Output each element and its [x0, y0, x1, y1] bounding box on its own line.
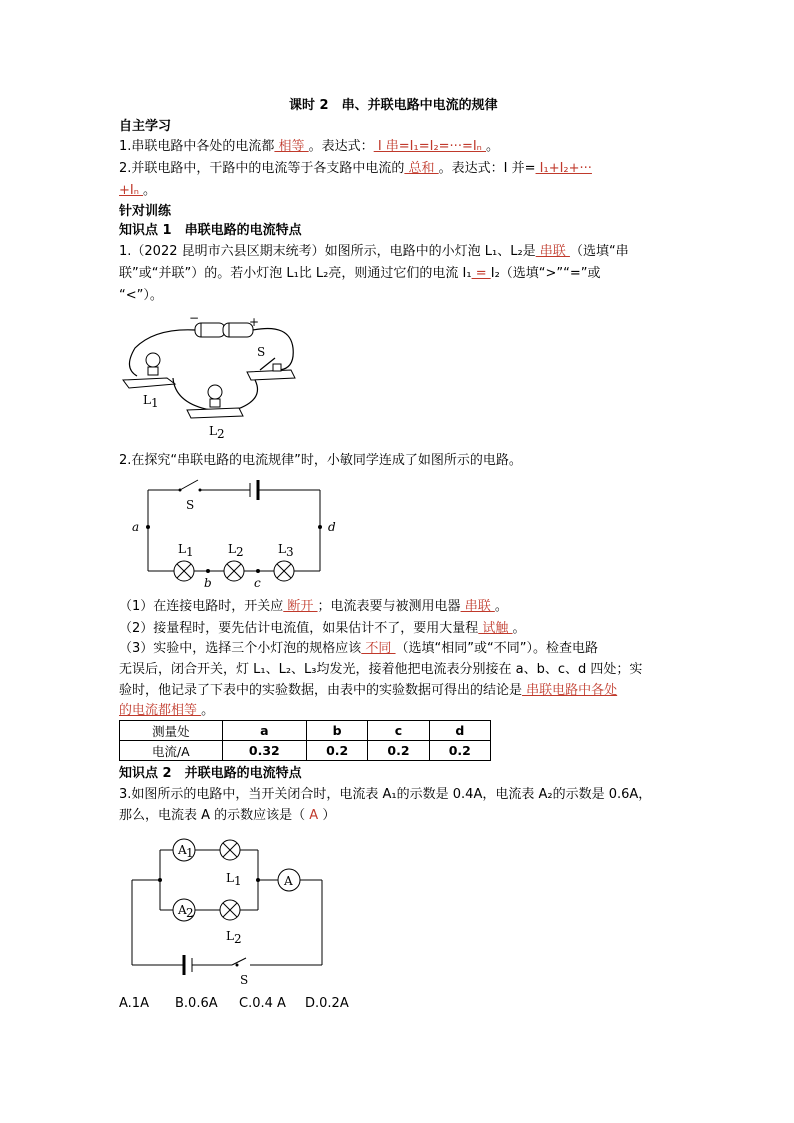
question-3-line1: 3.如图所示的电路中，当开关闭合时，电流表 A₁的示数是 0.4A，电流表 A₂的示数是 0.6A，: [119, 787, 652, 802]
q-text: I₂（选填“>”“=”或: [490, 266, 601, 281]
answer-blank: 串联: [460, 599, 495, 614]
l2-sub: 2: [236, 545, 244, 559]
question-1-line3: “<”）。: [119, 288, 163, 303]
q-text: 那么，电流表 A 的示数应该是（: [119, 808, 306, 823]
question-1-line1: [119, 243, 629, 261]
answer-blank: 总和: [404, 161, 439, 176]
q-text: 。表达式：: [308, 139, 374, 154]
answer-choice: A: [305, 808, 323, 823]
lamp-l1-icon: [220, 840, 240, 860]
figure-1-circuit: [115, 308, 315, 448]
l1-sub: 1: [186, 545, 194, 559]
l1-sub: 1: [234, 874, 242, 888]
q-text: （3）实验中，选择三个小灯泡的规格应该: [119, 641, 362, 656]
table-cell: 0.2: [306, 741, 367, 761]
l2-label: L: [209, 424, 217, 438]
switch-label: S: [186, 498, 195, 512]
answer-blank: +Iₙ: [119, 183, 144, 198]
ammeter-a-label: A: [284, 874, 293, 888]
table-cell: 0.2: [368, 741, 429, 761]
point-d-label: d: [328, 520, 336, 534]
point-c-label: c: [254, 576, 261, 590]
q-text: 。: [201, 703, 215, 718]
q-text: （1）在连接电路时，开关应: [119, 599, 284, 614]
l3-label: L: [278, 542, 286, 556]
question-2-part3-line4: [119, 702, 214, 720]
answer-blank: I 串=I₁=I₂=···=Iₙ: [373, 139, 486, 154]
lamp-l2-icon: [220, 900, 240, 920]
question-2-part3-line3: [119, 682, 617, 700]
table-cell: b: [306, 721, 367, 741]
q-text: ）: [322, 808, 336, 823]
answer-blank: 相等: [274, 139, 309, 154]
knowledge-point-2: 知识点 2 并联电路的电流特点: [119, 766, 302, 781]
ammeter-a2-sub: 2: [186, 906, 194, 920]
q-text: （选填“相同”或“不同”）。检查电路: [395, 641, 598, 656]
lesson-title: 课时 2 串、并联电路中电流的规律: [289, 98, 498, 113]
ammeter-a1-label: A: [178, 843, 187, 857]
table-cell: c: [368, 721, 429, 741]
table-cell: 测量处: [120, 721, 223, 741]
table-cell: 0.2: [429, 741, 490, 761]
table-cell: 0.32: [222, 741, 306, 761]
question-2-part2: [119, 620, 526, 638]
point-b-label: b: [204, 576, 212, 590]
q-text: 。: [494, 599, 508, 614]
battery-icon: [184, 955, 192, 975]
q-text: 联”或“并联”）的。若小灯泡 L₁比 L₂亮，则通过它们的电流 I₁: [119, 266, 472, 281]
switch-label: S: [240, 973, 249, 987]
minus-label: −: [189, 311, 200, 325]
q-text: 。: [486, 139, 500, 154]
option-b: B.0.6A: [175, 996, 218, 1011]
option-a: A.1A: [119, 996, 149, 1011]
answer-blank: 串联电路中各处: [522, 683, 618, 698]
l3-sub: 3: [286, 545, 294, 559]
point-a-label: a: [132, 520, 140, 534]
answer-blank: 断开: [283, 599, 318, 614]
l2-label: L: [228, 542, 236, 556]
q-text: （选填“串: [569, 244, 629, 259]
question-2-stem: 2.在探究“串联电路的电流规律”时，小敏同学连成了如图所示的电路。: [119, 453, 522, 468]
question-2-part3-line2: 无误后，闭合开关，灯 L₁、L₂、L₃均发光，接着他把电流表分别接在 a、b、c、d 四处；实: [119, 662, 643, 677]
q-text: 1.串联电路中各处的电流都: [119, 139, 275, 154]
question-3-line2: [119, 807, 335, 825]
lamp-l1-icon: [174, 561, 194, 581]
switch-label: S: [257, 345, 266, 359]
l1-sub: 1: [151, 396, 159, 410]
answer-blank: =: [471, 266, 491, 281]
l2-sub: 2: [217, 427, 225, 441]
table-header-row: [120, 721, 491, 741]
section-self-study: 自主学习: [119, 119, 172, 134]
data-table: [119, 720, 491, 761]
q-text: 1.（2022 昆明市六县区期末统考）如图所示，电路中的小灯泡 L₁、L₂是: [119, 244, 536, 259]
l2-label: L: [226, 929, 234, 943]
ammeter-a2-label: A: [178, 903, 187, 917]
q-text: 。: [512, 621, 526, 636]
l1-label: L: [226, 871, 234, 885]
switch-icon: [247, 358, 295, 380]
table-cell: a: [222, 721, 306, 741]
knowledge-point-1: 知识点 1 串联电路的电流特点: [119, 223, 302, 238]
question-1-line2: [119, 265, 601, 283]
answer-blank: 试触: [478, 621, 513, 636]
intro-question-2: [119, 160, 592, 178]
table-row: [120, 741, 491, 761]
q-text: （2）接量程时，要先估计电流值，如果估计不了，要用大量程: [119, 621, 479, 636]
lamp-l2-icon: [224, 561, 244, 581]
answer-blank: 不同: [361, 641, 396, 656]
l1-label: L: [178, 542, 186, 556]
figure-2-circuit: [128, 475, 348, 595]
answer-blank: 串联: [535, 244, 570, 259]
q-text: ；电流表要与被测用电器: [317, 599, 461, 614]
plus-label: +: [249, 315, 260, 329]
q-text: 。表达式：I 并=: [438, 161, 536, 176]
answer-blank: I₁+I₂+···: [535, 161, 592, 176]
bulb-l2-icon: [187, 385, 243, 418]
battery-icon: [250, 480, 258, 500]
intro-question-2-cont: [119, 182, 156, 200]
q-text: 2.并联电路中，干路中的电流等于各支路中电流的: [119, 161, 405, 176]
intro-question-1: [119, 138, 499, 156]
battery-icon: [195, 323, 253, 337]
table-cell: 电流/A: [120, 741, 223, 761]
table-cell: d: [429, 721, 490, 741]
ammeter-a1-sub: 1: [186, 846, 194, 860]
q-text: 验时，他记录了下表中的实验数据，由表中的实验数据可得出的结论是: [119, 683, 523, 698]
question-2-part1: [119, 598, 508, 616]
option-c: C.0.4 A: [239, 996, 286, 1011]
question-2-part3-line1: [119, 640, 598, 658]
l1-label: L: [143, 393, 151, 407]
answer-blank: 的电流都相等: [119, 703, 202, 718]
lamp-l3-icon: [274, 561, 294, 581]
q-text: 。: [143, 183, 157, 198]
section-training: 针对训练: [119, 204, 172, 219]
l2-sub: 2: [234, 932, 242, 946]
figure-3-circuit: [120, 830, 340, 990]
option-d: D.0.2A: [305, 996, 349, 1011]
